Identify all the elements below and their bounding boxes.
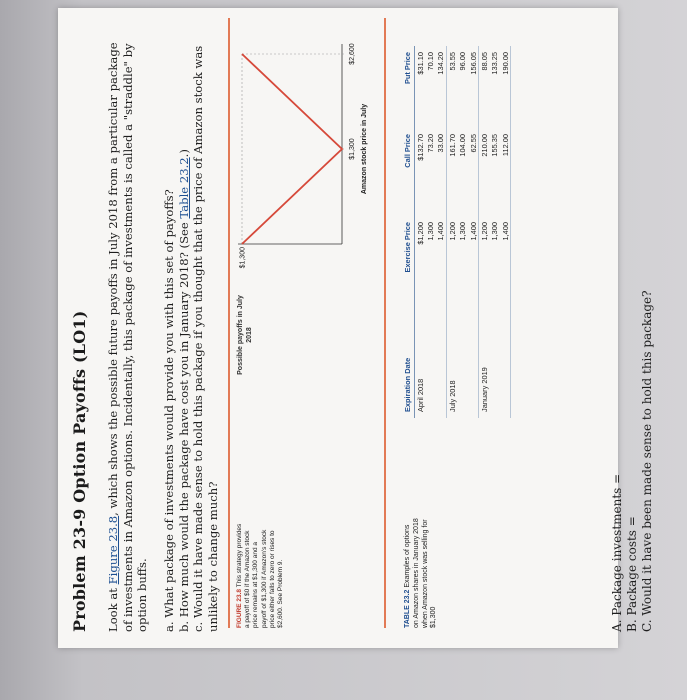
cell-call: 112.00 <box>500 128 511 216</box>
header-expiration: Expiration Date <box>402 298 415 418</box>
x-axis-label: Amazon stock price in July <box>361 103 368 195</box>
question-b <box>177 32 192 632</box>
x-tick-label-1300: $1,300 <box>349 138 356 160</box>
intro-text-2: , which shows the possible future payoffs in July 2018 from a particular package of investments in Amazon options. Incidentally, this package of investments is called a "straddle" by option buffs. <box>106 42 149 632</box>
cell-date <box>436 298 447 418</box>
table-caption-text: Examples of options on Amazon shares in January 2018 when Amazon stock was selling for $1,300 <box>404 518 438 628</box>
figure-label: FIGURE 23.8 <box>236 588 243 628</box>
cell-call: $132.70 <box>415 134 425 161</box>
table-row <box>468 46 479 418</box>
payoff-chart <box>232 28 372 288</box>
cell-put: 88.05 <box>479 52 489 71</box>
options-table <box>402 46 511 418</box>
cell-call: 104.00 <box>458 134 468 157</box>
question-c: c. Would it have made sense to hold this package if you thought that the price of Amazon stock was unlikely to change much? <box>191 45 220 632</box>
header-exercise: Exercise Price <box>402 216 415 298</box>
header-put: Put Price <box>402 46 415 128</box>
cell-date <box>458 298 468 418</box>
cell-put: 190.00 <box>500 46 511 128</box>
table-link[interactable]: Table 23.2 <box>176 157 191 219</box>
intro-text-1: Look at <box>106 584 120 632</box>
table-row <box>447 46 458 418</box>
cell-put: 96.00 <box>458 52 468 71</box>
chart-title: Possible payoffs in July 2018 <box>237 295 253 375</box>
question-b-text-1: b. How much would the package have cost you in January 2018? (See <box>176 218 191 632</box>
cell-date: April 2018 <box>415 378 425 412</box>
cell-put: 156.05 <box>468 46 479 128</box>
figure-link[interactable]: Figure 23.8 <box>106 515 120 585</box>
cell-date <box>425 298 435 418</box>
answer-lines <box>610 32 655 632</box>
question-a: a. What package of investments would provide you with this set of payoffs? <box>162 189 176 632</box>
cell-exercise: 1,300 <box>426 222 436 241</box>
question-list <box>162 32 220 632</box>
cell-call: 161.70 <box>447 134 457 157</box>
answer-c: C. Would it have been made sense to hold this package? <box>640 290 654 632</box>
cell-exercise: 1,300 <box>458 222 468 241</box>
y-tick-label: $1,300 <box>239 247 247 269</box>
cell-put: $31.10 <box>415 52 425 75</box>
figure-top-rule <box>228 18 230 628</box>
textbook-page <box>58 8 654 648</box>
cell-exercise: $1,200 <box>415 222 425 245</box>
problem-title: Problem 23-9 Option Payoffs (LO1) <box>70 310 89 632</box>
cell-call: 210.00 <box>479 134 489 157</box>
cell-put: 133.25 <box>490 52 500 75</box>
table-row <box>436 46 447 418</box>
table-row <box>490 46 500 418</box>
cell-date <box>490 298 500 418</box>
cell-exercise: 1,200 <box>447 222 457 241</box>
cell-exercise: 1,400 <box>468 216 479 298</box>
table-row <box>500 46 511 418</box>
cell-call: 62.55 <box>468 128 479 216</box>
table-caption <box>404 516 439 628</box>
cell-exercise: 1,300 <box>490 222 500 241</box>
table-label: TABLE 23.2 <box>404 589 411 628</box>
cell-put: 53.55 <box>447 52 457 71</box>
cell-date: January 2019 <box>479 367 489 412</box>
answer-b: B. Package costs = <box>625 516 639 632</box>
figure-caption <box>236 523 285 628</box>
table-row <box>425 46 435 418</box>
payoff-series-line <box>242 54 342 244</box>
cell-call: 155.35 <box>490 134 500 157</box>
cell-date <box>468 298 479 418</box>
table-row <box>415 46 426 418</box>
figure-bottom-rule <box>384 18 386 628</box>
x-tick-label-2600: $2,600 <box>349 43 356 65</box>
header-call: Call Price <box>402 128 415 216</box>
table-row <box>458 46 468 418</box>
cell-call: 33.00 <box>436 128 447 216</box>
table-row <box>479 46 490 418</box>
answer-a: A. Package investments = <box>610 473 624 632</box>
cell-call: 73.20 <box>426 134 436 153</box>
cell-put: 134.20 <box>436 46 447 128</box>
cell-date <box>500 298 511 418</box>
cell-exercise: 1,200 <box>479 222 489 241</box>
cell-put: 70.10 <box>426 52 436 71</box>
question-b-text-2: .) <box>176 149 191 158</box>
cell-exercise: 1,400 <box>436 216 447 298</box>
table-header-row <box>402 46 415 418</box>
cell-date: July 2018 <box>447 380 457 412</box>
cell-exercise: 1,400 <box>500 216 511 298</box>
figure-caption-text: This strategy provides a payoff of $0 if the Amazon stock price remains at $1,300 and a payoff of $1,300 if Amazon's stock price either falls to zero or rises to $2,600. See Problem 9. <box>236 523 285 628</box>
problem-intro <box>106 42 150 632</box>
